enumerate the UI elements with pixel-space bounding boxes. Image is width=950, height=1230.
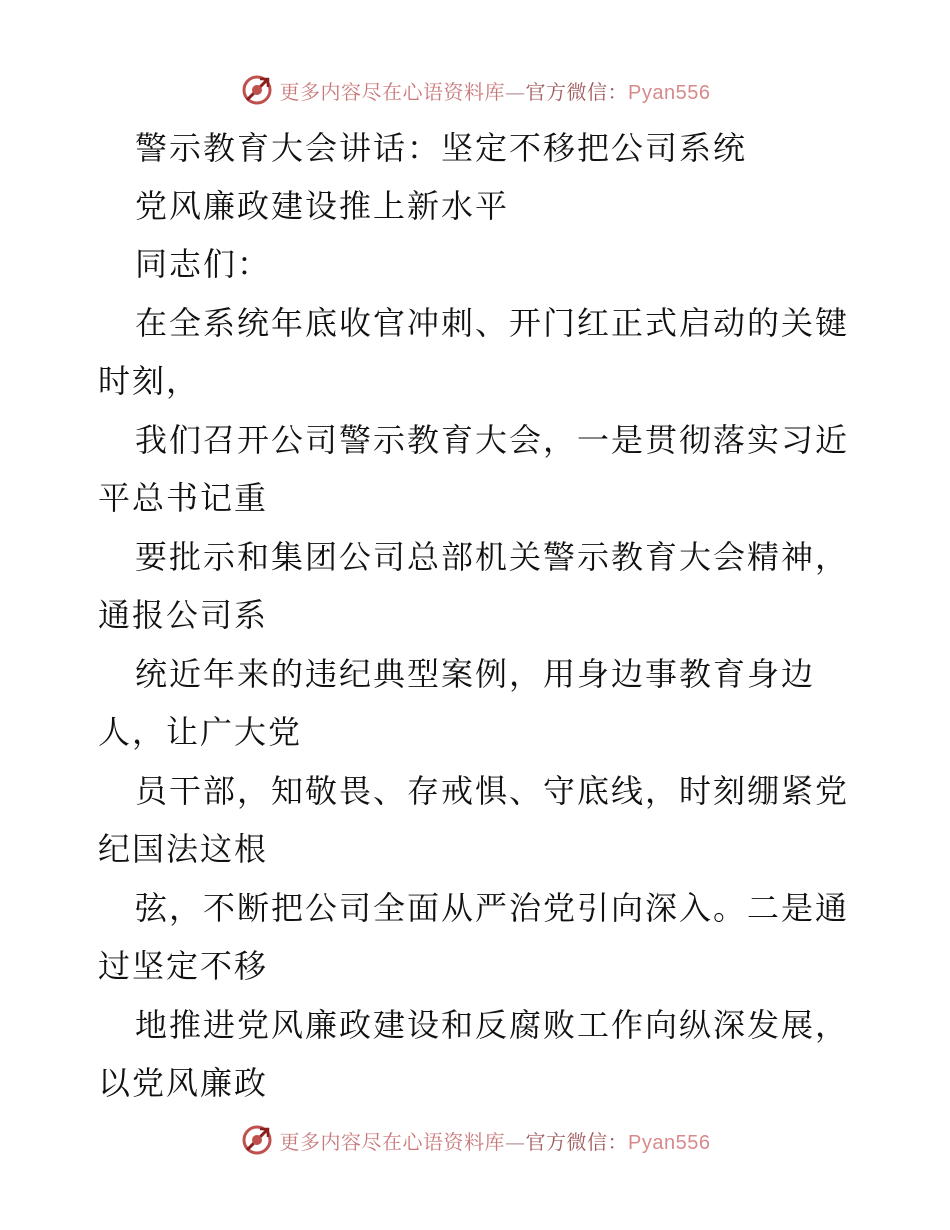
title-line-1: 警示教育大会讲话：坚定不移把公司系统 bbox=[135, 129, 748, 167]
brand-logo-icon bbox=[240, 73, 274, 107]
banner-dash: — bbox=[505, 1129, 526, 1154]
banner-official-label: 官方微信： bbox=[525, 79, 629, 104]
paragraph-line: 弦，不断把公司全面从严治党引向深入。二是通 bbox=[135, 889, 850, 927]
paragraph-line: 要批示和集团公司总部机关警示教育大会精神， bbox=[135, 538, 850, 576]
paragraph-line: 纪国法这根 bbox=[98, 830, 269, 868]
paragraph-line: 地推进党风廉政建设和反腐败工作向纵深发展， bbox=[135, 1006, 850, 1044]
banner-official-label: 官方微信： bbox=[525, 1129, 629, 1154]
brand-logo-icon bbox=[240, 1123, 274, 1157]
title-line-2: 党风廉政建设推上新水平 bbox=[135, 187, 510, 225]
banner-wechat-id: Pyan556 bbox=[628, 1131, 711, 1154]
salutation: 同志们： bbox=[135, 245, 272, 283]
paragraph-line: 过坚定不移 bbox=[98, 947, 269, 985]
banner-brand: 更多内容尽在心语资料库 bbox=[279, 79, 506, 104]
paragraph-line: 人，让广大党 bbox=[98, 713, 303, 751]
banner-text bbox=[280, 76, 711, 105]
paragraph-line: 以党风廉政 bbox=[98, 1064, 269, 1102]
banner-text bbox=[280, 1126, 711, 1155]
footer-watermark-banner bbox=[0, 1120, 950, 1160]
paragraph-line: 我们召开公司警示教育大会，一是贯彻落实习近 bbox=[135, 421, 850, 459]
paragraph-line: 平总书记重 bbox=[98, 479, 269, 517]
header-watermark-banner bbox=[0, 70, 950, 110]
banner-dash: — bbox=[505, 79, 526, 104]
paragraph-line: 统近年来的违纪典型案例，用身边事教育身边 bbox=[135, 655, 816, 693]
banner-brand: 更多内容尽在心语资料库 bbox=[279, 1129, 506, 1154]
paragraph-line: 在全系统年底收官冲刺、开门红正式启动的关键 bbox=[135, 304, 850, 342]
banner-wechat-id: Pyan556 bbox=[628, 81, 711, 104]
paragraph-line: 时刻， bbox=[98, 362, 201, 400]
paragraph-line: 员干部，知敬畏、存戒惧、守底线，时刻绷紧党 bbox=[135, 772, 850, 810]
paragraph-line: 通报公司系 bbox=[98, 596, 269, 634]
